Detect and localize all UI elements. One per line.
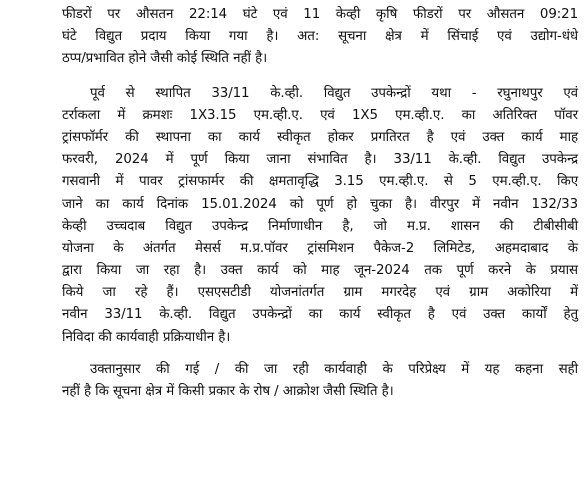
text-line: जाने का कार्य दिनांक 15.01.2024 को पूर्ण हो चुका है। वीरपुर में नवीन 132/33 [62, 196, 578, 212]
text-line: योजना के अंतर्गत मेसर्स म.प्र.पॉवर ट्रांसमिशन पैकेज-2 लिमिटेड, अहमदाबाद के [62, 240, 578, 256]
document-page [62, 4, 578, 403]
text-line: केव्ही उच्चदाब विद्युत उपकेन्द्र निर्माणाधीन है, जो म.प्र. शासन की टीबीसीबी [62, 218, 578, 234]
text-line: नवीन 33/11 के.व्ही. विद्युत उपकेन्द्रों का कार्य स्वीकृत है एवं उक्त कार्यों हेतु [62, 307, 578, 323]
text-line: फरवरी, 2024 में पूर्ण किया जाना संभावित है। 33/11 के.व्ही. विद्युत उपकेन्द्र [62, 152, 578, 168]
text-line: किये जा रहे हैं। एसएसटीडी योजनांतर्गत ग्राम मगरदेह एवं ग्राम अकोरिया में [62, 285, 578, 301]
text-line: ट्रांसफॉर्मर की स्थापना का कार्य स्वीकृत होकर प्रगतिरत है एवं उक्त कार्य माह [62, 129, 578, 145]
paragraph-spacer [62, 349, 578, 359]
text-line: नहीं है कि सूचना क्षेत्र में किसी प्रकार के रोष / आक्रोश जैसी स्थिति है। [62, 384, 394, 399]
paragraph-3 [62, 359, 578, 403]
text-line: ठप्प/प्रभावित होने जैसी कोई स्थिति नहीं है। [62, 51, 268, 67]
text-line: घंटे विद्युत प्रदाय किया गया है। अत: सूचना क्षेत्र में सिंचाई एवं उद्योग-धंधे [62, 29, 578, 45]
paragraph-1 [62, 4, 578, 71]
paragraph-2 [62, 83, 578, 349]
text-line: निविदा की कार्यवाही प्रक्रियाधीन है। [62, 329, 231, 345]
text-line: टर्राकला में क्रमशः 1X3.15 एम.व्ही.ए. एवं 1X5 एम.व्ही.ए. का अतिरिक्त पॉवर [62, 107, 578, 123]
paragraph-spacer [62, 71, 578, 83]
text-line: उक्तानुसार की गई / की जा रही कार्यवाही के परिप्रेक्ष्य में यह कहना सही [90, 361, 578, 377]
text-line: फीडरों पर औसतन 22:14 घंटे एवं 11 केव्ही कृषि फीडरों पर औसतन 09:21 [62, 7, 578, 22]
text-line: द्वारा किया जा रहा है। उक्त कार्य को माह जून-2024 तक पूर्ण करने के प्रयास [62, 263, 578, 279]
text-line: पूर्व से स्थापित 33/11 के.व्ही. विद्युत उपकेन्द्रों यथा - रघुनाथपुर एवं [90, 85, 578, 101]
text-line: गसवानी में पावर ट्रांसफार्मर की क्षमतावृद्धि 3.15 एम.व्ही.ए. से 5 एम.व्ही.ए. किए [62, 174, 578, 190]
